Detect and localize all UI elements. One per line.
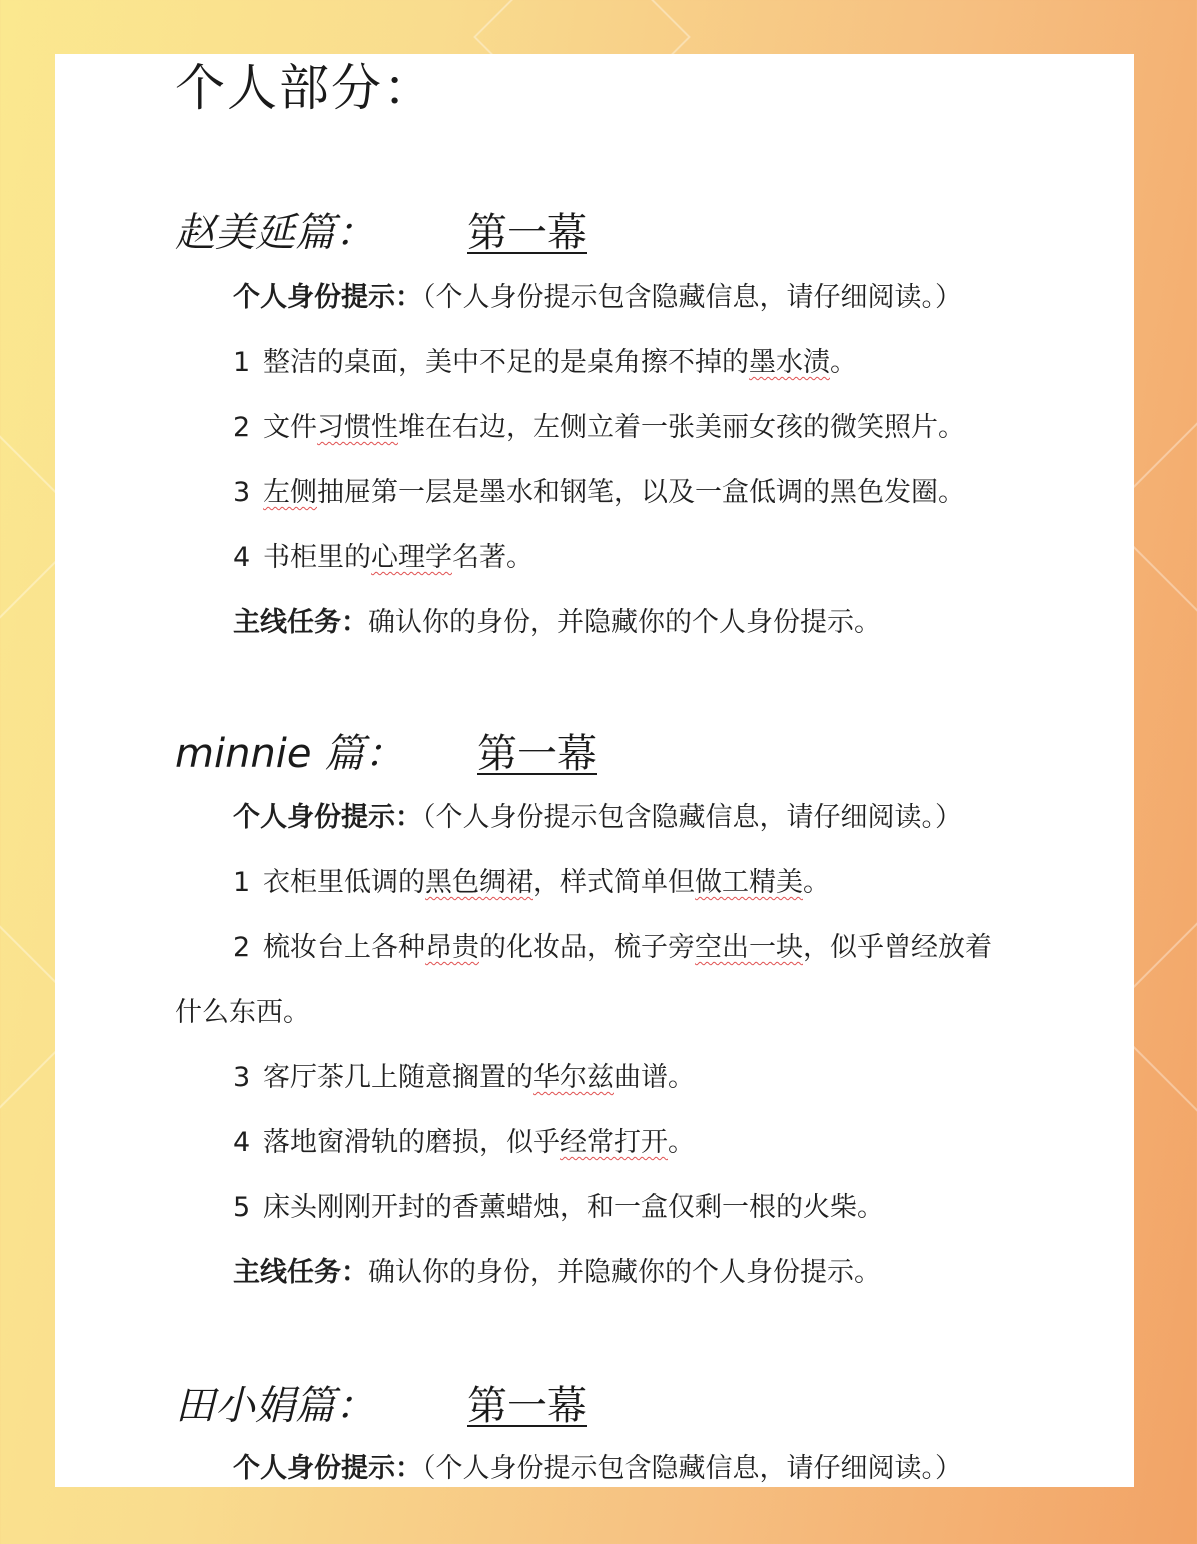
clue-text: 。 — [668, 1127, 695, 1158]
clue-text: 抽屉第一层是墨水和钢笔，以及一盒低调的黑色发圈。 — [317, 477, 965, 508]
identity-hint-text: （个人身份提示包含隐藏信息，请仔细阅读。） — [422, 282, 962, 313]
clue-text: 名著。 — [452, 542, 533, 573]
identity-hint-line — [233, 1450, 962, 1487]
section-name: 赵美延篇： — [175, 210, 375, 256]
clue-text: 客厅茶几上随意搁置的 — [263, 1062, 533, 1093]
section-act-title: 第一幕 — [477, 731, 597, 777]
clue-item — [233, 344, 857, 382]
identity-hint-label: 个人身份提示： — [233, 802, 422, 833]
clue-text: 衣柜里低调的 — [263, 867, 425, 898]
clue-item-continued — [175, 994, 310, 1032]
clue-text: 落地窗滑轨的磨损，似乎 — [263, 1127, 560, 1158]
clue-keyword: 空出一块 — [695, 932, 803, 963]
section-act-title: 第一幕 — [467, 210, 587, 256]
clue-text: 的化妆品，梳子旁 — [479, 932, 695, 963]
clue-item — [233, 1189, 884, 1227]
clue-keyword: 左侧 — [263, 477, 317, 508]
clue-text: 床头刚刚开封的香薰蜡烛，和一盒仅剩一根的火柴。 — [263, 1192, 884, 1223]
identity-hint-label: 个人身份提示： — [233, 282, 422, 313]
clue-number: 4 — [233, 542, 251, 573]
main-task-label: 主线任务： — [233, 607, 368, 638]
clue-text: 曲谱。 — [614, 1062, 695, 1093]
main-task-text: 确认你的身份，并隐藏你的个人身份提示。 — [368, 607, 881, 638]
clue-keyword: 习惯性 — [317, 412, 398, 443]
section-act-title: 第一幕 — [467, 1383, 587, 1429]
clue-number: 4 — [233, 1127, 251, 1158]
clue-text: 文件 — [263, 412, 317, 443]
main-task-line — [233, 1254, 881, 1292]
clue-text: 堆在右边，左侧立着一张美丽女孩的微笑照片。 — [398, 412, 965, 443]
clue-item — [233, 1059, 695, 1097]
identity-hint-line — [233, 799, 962, 837]
clue-item — [233, 864, 830, 902]
main-task-label: 主线任务： — [233, 1257, 368, 1288]
clue-text: 。 — [803, 867, 830, 898]
clue-keyword: 做工精美 — [695, 867, 803, 898]
identity-hint-text: （个人身份提示包含隐藏信息，请仔细阅读。） — [422, 1453, 962, 1484]
clue-keyword: 经常打开 — [560, 1127, 668, 1158]
clue-text: 整洁的桌面，美中不足的是桌角擦不掉的 — [263, 347, 749, 378]
page-title: 个人部分： — [175, 59, 435, 117]
clue-number: 3 — [233, 477, 251, 508]
section-name: minnie 篇： — [175, 731, 405, 777]
clue-item — [233, 474, 965, 512]
main-task-text: 确认你的身份，并隐藏你的个人身份提示。 — [368, 1257, 881, 1288]
clue-text: ，样式简单但 — [533, 867, 695, 898]
clue-keyword: 心理学 — [371, 542, 452, 573]
clue-text: ，似乎曾经放着 — [803, 932, 992, 963]
main-task-line — [233, 604, 881, 642]
clue-number: 2 — [233, 412, 251, 443]
clue-text: 书柜里的 — [263, 542, 371, 573]
clue-number: 2 — [233, 932, 251, 963]
identity-hint-label: 个人身份提示： — [233, 1453, 422, 1484]
clue-number: 5 — [233, 1192, 251, 1223]
clue-item — [233, 539, 533, 577]
document-page — [55, 54, 1134, 1487]
identity-hint-text: （个人身份提示包含隐藏信息，请仔细阅读。） — [422, 802, 962, 833]
clue-item — [233, 1124, 695, 1162]
clue-text: 梳妆台上各种 — [263, 932, 425, 963]
clue-keyword: 华尔兹 — [533, 1062, 614, 1093]
clue-text: 。 — [830, 347, 857, 378]
identity-hint-line — [233, 279, 962, 317]
clue-number: 1 — [233, 867, 251, 898]
clue-number: 1 — [233, 347, 251, 378]
section-name: 田小娟篇： — [175, 1383, 375, 1429]
clue-number: 3 — [233, 1062, 251, 1093]
clue-keyword: 墨水渍 — [749, 347, 830, 378]
clue-keyword: 昂贵 — [425, 932, 479, 963]
clue-item — [233, 929, 992, 967]
clue-text: 什么东西。 — [175, 997, 310, 1028]
clue-item — [233, 409, 965, 447]
clue-keyword: 黑色绸裙 — [425, 867, 533, 898]
